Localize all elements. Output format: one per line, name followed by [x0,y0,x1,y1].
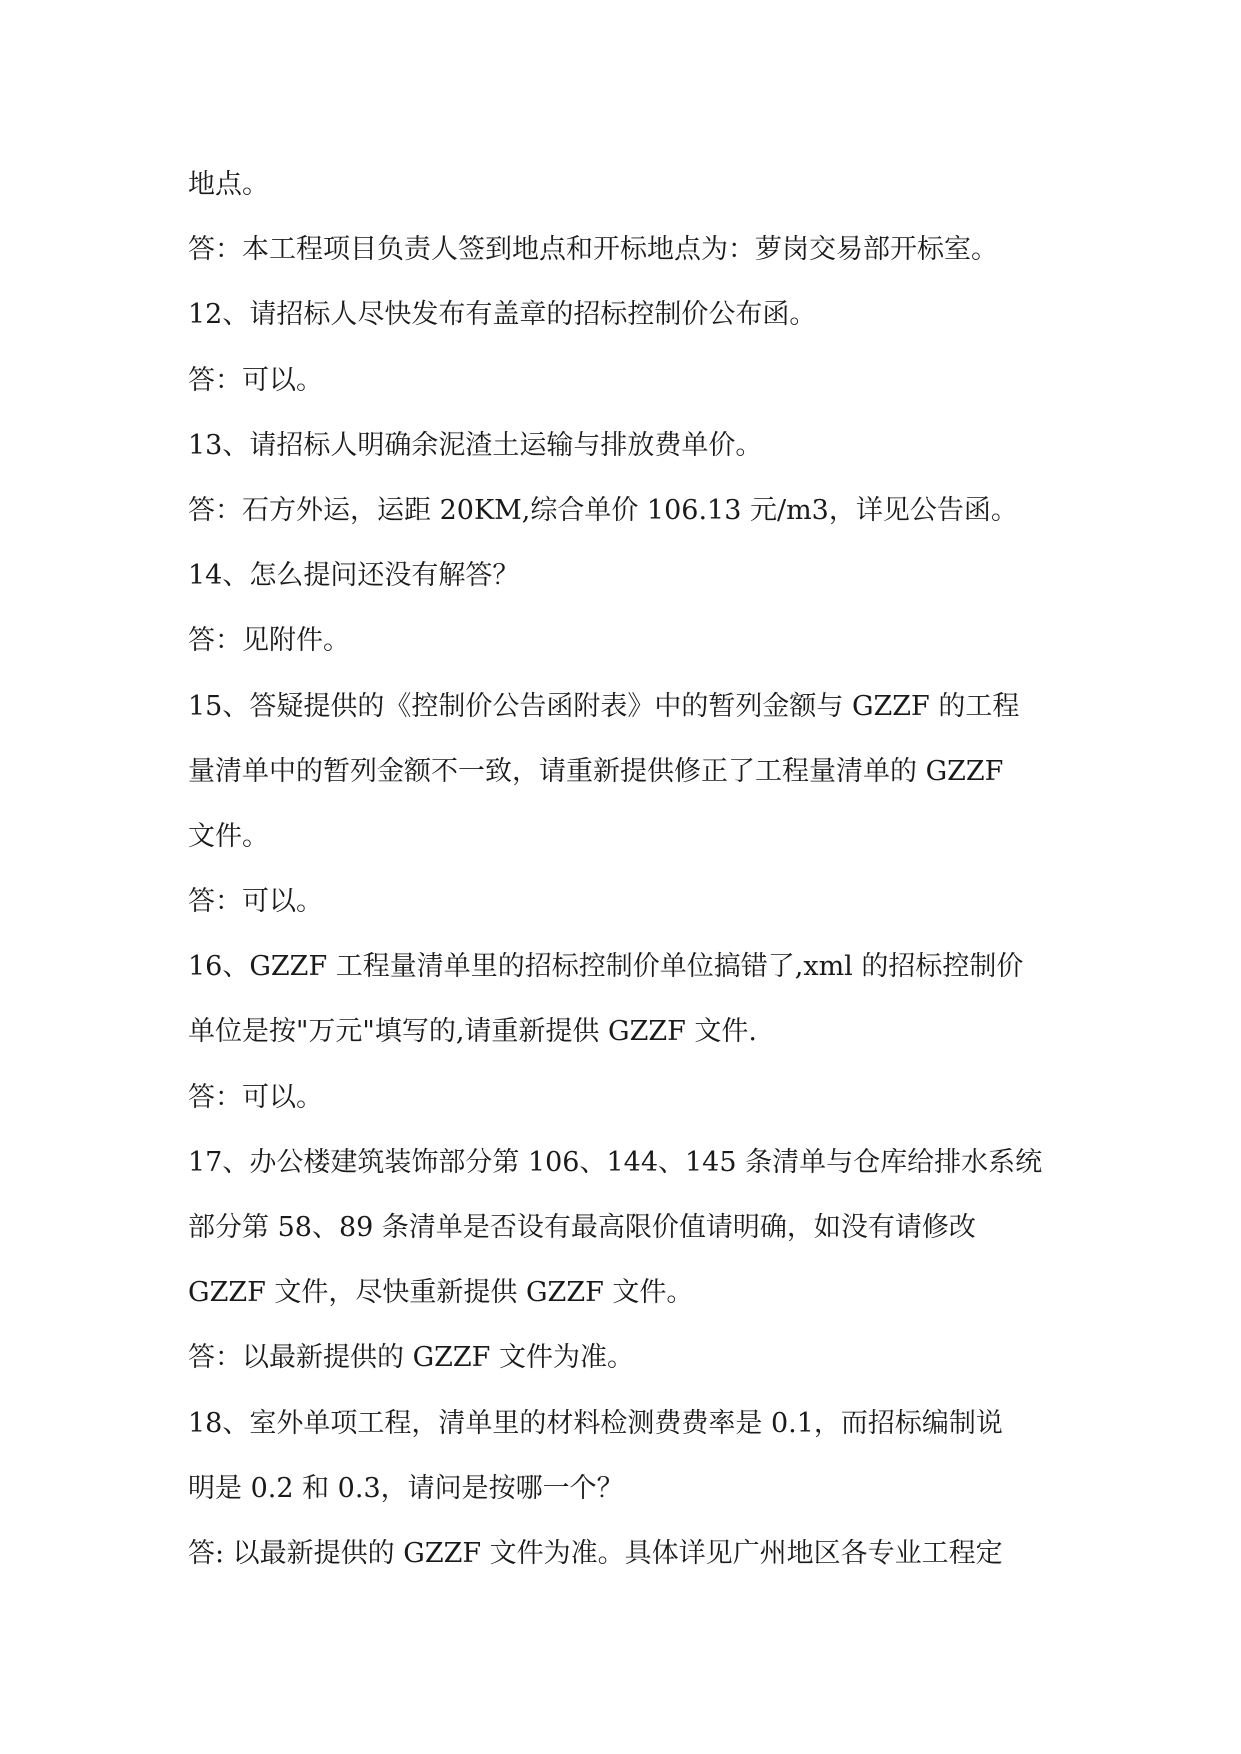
answer-line: 答：以最新提供的 GZZF 文件为准。 [188,1342,634,1374]
question-line: 15、答疑提供的《控制价公告函附表》中的暂列金额与 GZZF 的工程 [188,690,1020,722]
answer-line: 答：可以。 [188,364,323,396]
answer-line: 答：石方外运，运距 20KM,综合单价 106.13 元/m3，详见公告函。 [188,494,1018,526]
question-line-continued: 明是 0.2 和 0.3，请问是按哪一个？ [188,1472,624,1504]
question-line-continued: 量清单中的暂列金额不一致，请重新提供修正了工程量清单的 GZZF [188,755,1004,787]
question-line-continued: 文件。 [188,820,269,852]
question-line: 16、GZZF 工程量清单里的招标控制价单位搞错了,xml 的招标控制价 [188,951,1024,983]
question-line: 13、请招标人明确余泥渣土运输与排放费单价。 [188,429,763,461]
answer-line: 答：可以。 [188,886,323,918]
answer-line: 答：见附件。 [188,625,350,657]
question-line-continued: 单位是按"万元"填写的,请重新提供 GZZF 文件. [188,1016,757,1048]
answer-line: 答: 以最新提供的 GZZF 文件为准。具体详见广州地区各专业工程定 [188,1537,1003,1569]
question-line-continued: 部分第 58、89 条清单是否设有最高限价值请明确，如没有请修改 [188,1212,976,1243]
answer-line: 答：本工程项目负责人签到地点和开标地点为：萝岗交易部开标室。 [188,234,998,266]
question-line: 17、办公楼建筑装饰部分第 106、144、145 条清单与仓库给排水系统 [188,1146,1043,1178]
text-line: 地点。 [188,169,269,200]
answer-line: 答：可以。 [188,1081,323,1113]
question-line: 18、室外单项工程，清单里的材料检测费费率是 0.1，而招标编制说 [188,1407,1003,1439]
question-line-continued: GZZF 文件，尽快重新提供 GZZF 文件。 [188,1277,694,1309]
question-line: 12、请招标人尽快发布有盖章的招标控制价公布函。 [188,299,817,331]
document-body [188,152,1058,1586]
question-line: 14、怎么提问还没有解答？ [188,560,520,592]
